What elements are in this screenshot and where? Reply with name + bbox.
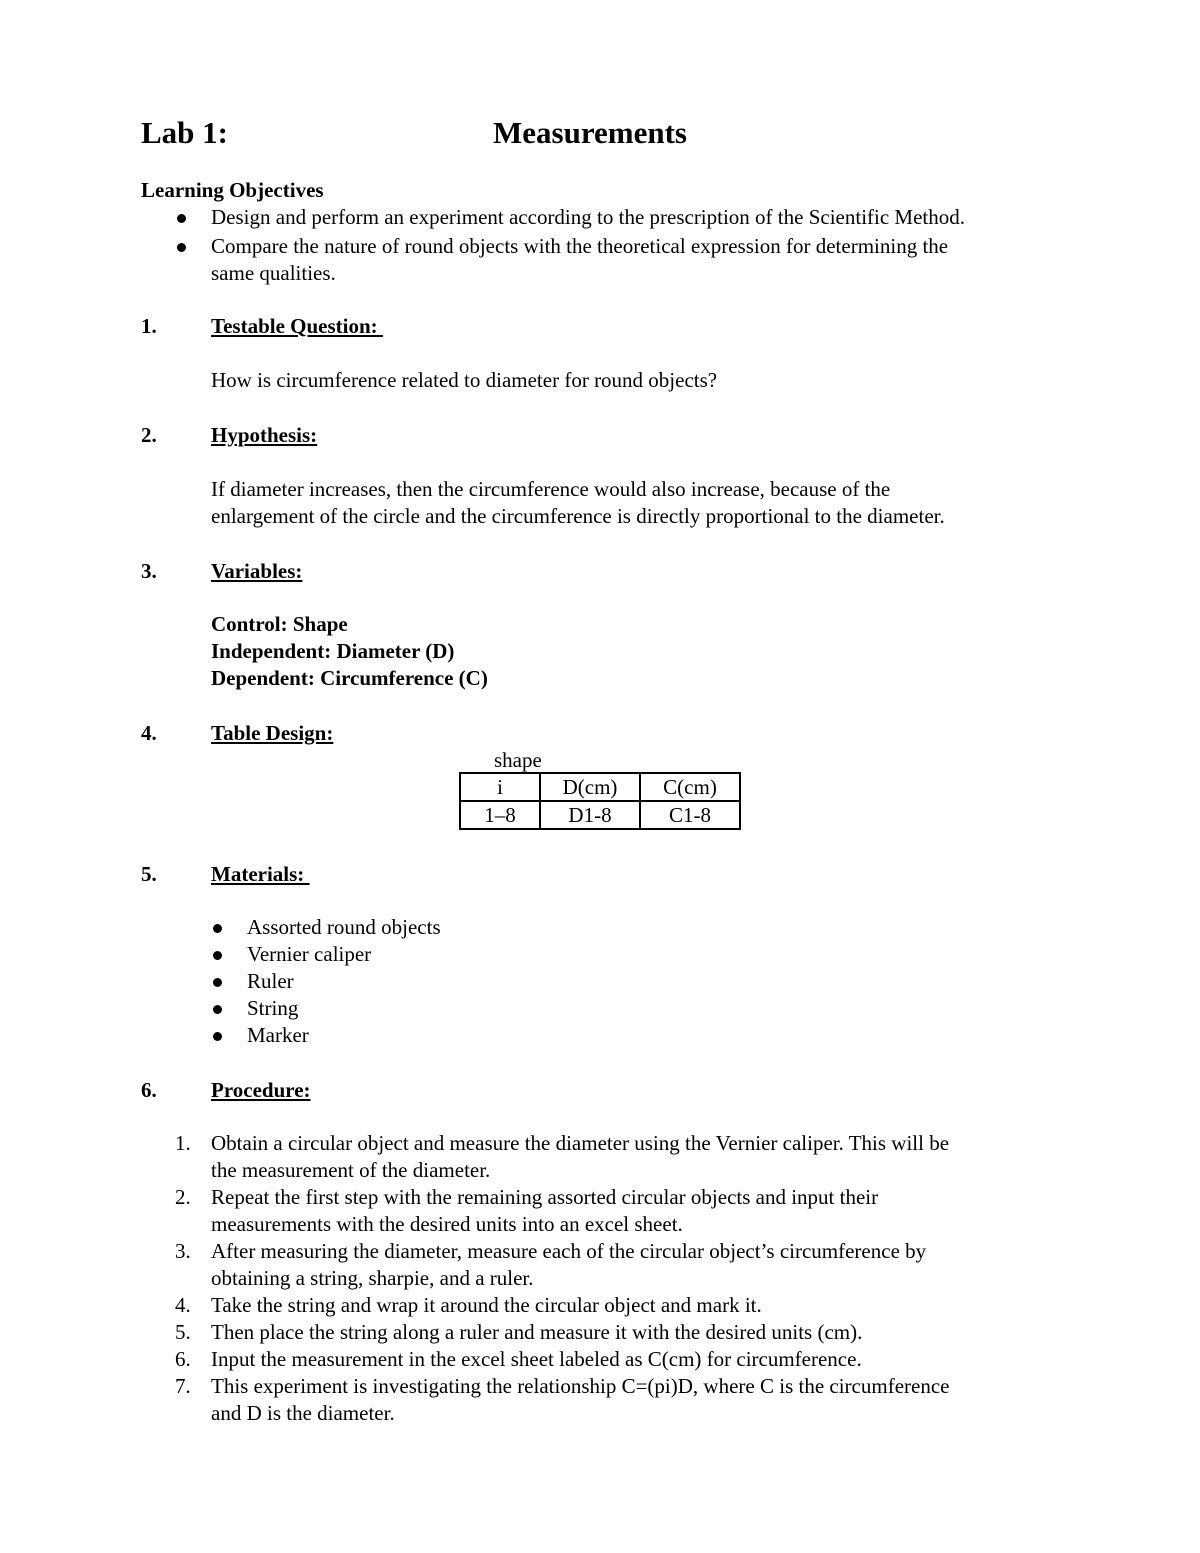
control-variable: Control: Shape	[211, 612, 348, 636]
objective-item: Design and perform an experiment according to the prescription of the Scientific Method.	[211, 204, 965, 231]
bullet-icon	[213, 1032, 222, 1041]
question-text: How is circumference related to diameter for round objects?	[211, 368, 718, 392]
section-number: 3.	[141, 559, 157, 583]
bullet-icon	[177, 243, 186, 252]
procedure-step: 3. After measuring the diameter, measure each of the circular object’s circumference by obtaining a string, sharpie, and a ruler.	[175, 1239, 927, 1290]
variables-heading: Variables:	[211, 559, 303, 583]
table-row	[460, 801, 740, 829]
table-caption: shape	[494, 748, 542, 772]
objectives-list	[211, 204, 965, 287]
section-number: 2.	[141, 423, 157, 447]
procedure-heading: Procedure:	[211, 1078, 311, 1102]
hypothesis-heading: Hypothesis:	[211, 423, 318, 447]
bullet-icon	[213, 978, 222, 987]
bullet-icon	[177, 214, 186, 223]
material-item: Assorted round objects	[247, 914, 441, 941]
bullet-icon	[213, 924, 222, 933]
table-cell: D1-8	[540, 801, 640, 829]
bullet-icon	[213, 951, 222, 960]
table-design-heading: Table Design:	[211, 721, 334, 745]
dependent-variable: Dependent: Circumference (C)	[211, 666, 488, 690]
procedure-step: 4. Take the string and wrap it around the circular object and mark it.	[175, 1293, 762, 1317]
bullet-icon	[213, 1005, 222, 1014]
table-header-row	[460, 773, 740, 801]
objective-item: Compare the nature of round objects with the theoretical expression for determining the	[211, 233, 965, 260]
question-heading: Testable Question:	[211, 314, 383, 338]
procedure-step: 6. Input the measurement in the excel sheet labeled as C(cm) for circumference.	[175, 1347, 862, 1371]
table-header-cell: D(cm)	[540, 773, 640, 801]
independent-variable: Independent: Diameter (D)	[211, 639, 455, 663]
section-number: 6.	[141, 1078, 157, 1102]
hypothesis-line: enlargement of the circle and the circumference is directly proportional to the diameter.	[211, 504, 945, 528]
material-item: Vernier caliper	[247, 941, 441, 968]
page-title: Measurements	[493, 115, 687, 150]
design-table	[459, 772, 741, 830]
procedure-step: 5. Then place the string along a ruler and measure it with the desired units (cm).	[175, 1320, 863, 1344]
table-cell: 1–8	[460, 801, 540, 829]
procedure-list	[175, 1130, 950, 1427]
procedure-step: 2. Repeat the first step with the remaining assorted circular objects and input their measurements with the desired units into an excel sheet.	[175, 1185, 879, 1236]
lab-label: Lab 1:	[141, 115, 228, 150]
section-number: 1.	[141, 314, 157, 338]
materials-heading: Materials:	[211, 862, 310, 886]
objective-item-continuation: same qualities.	[211, 261, 336, 285]
objectives-heading: Learning Objectives	[141, 178, 324, 202]
material-item: Marker	[247, 1022, 441, 1049]
procedure-step: 1. Obtain a circular object and measure the diameter using the Vernier caliper. This will be the measurement of the diameter.	[175, 1131, 950, 1182]
table-cell: C1-8	[640, 801, 740, 829]
procedure-step: 7. This experiment is investigating the relationship C=(pi)D, where C is the circumference and D is the diameter.	[175, 1374, 950, 1425]
table-header-cell: i	[460, 773, 540, 801]
section-number: 4.	[141, 721, 157, 745]
materials-list	[247, 914, 441, 1049]
material-item: String	[247, 995, 441, 1022]
hypothesis-line: If diameter increases, then the circumference would also increase, because of the	[211, 477, 891, 501]
table-header-cell: C(cm)	[640, 773, 740, 801]
section-number: 5.	[141, 862, 157, 886]
material-item: Ruler	[247, 968, 441, 995]
